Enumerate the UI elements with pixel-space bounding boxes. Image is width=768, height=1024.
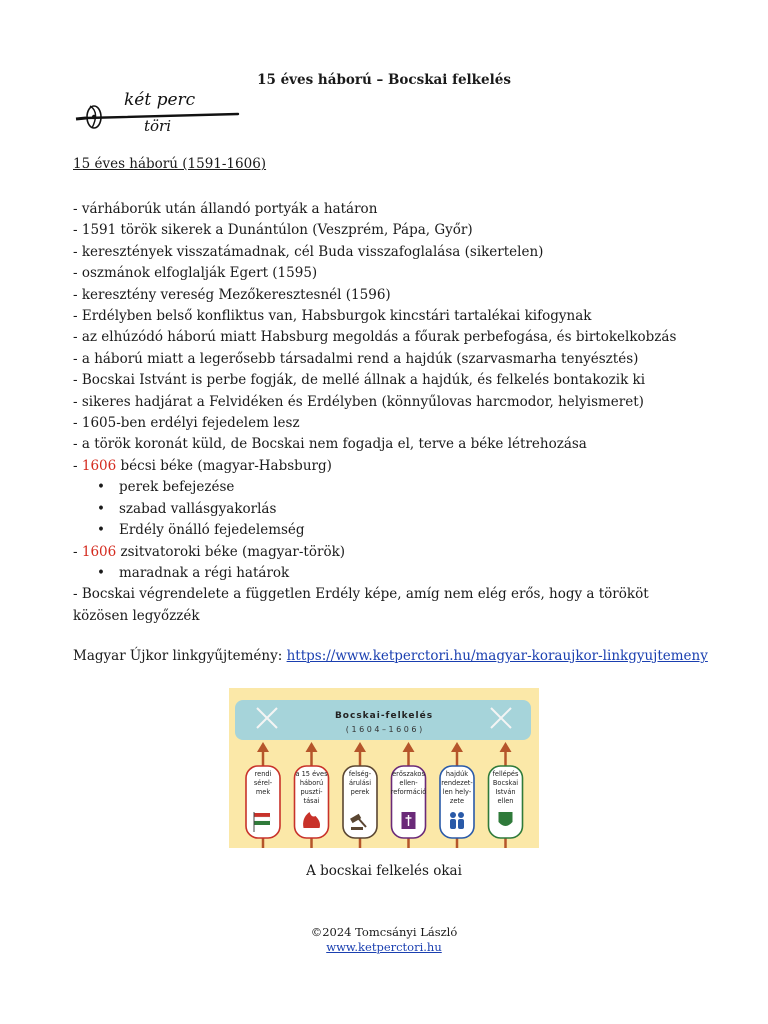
cause-label: István	[495, 788, 516, 796]
list-item: - Erdélyben belső konfliktus van, Habsburgok kincstári tartalékai kifogynak	[73, 308, 592, 325]
year-highlight: 1606	[81, 457, 117, 474]
list-dash: -	[73, 457, 82, 474]
cause-label: sérel-	[253, 779, 273, 787]
cause-label: a 15 éves	[295, 770, 328, 778]
peace-item	[73, 456, 693, 477]
list-item: - a háború miatt a legerősebb társadalmi rend a hajdúk (szarvasmarha tenyésztés)	[73, 350, 639, 367]
list-item: - a török koronát küld, de Bocskai nem fogadja el, terve a béke létrehozása	[73, 436, 587, 453]
bullet-item	[73, 520, 693, 541]
gavel-icon	[351, 827, 363, 830]
peace-item	[73, 542, 693, 563]
people-icon	[458, 812, 464, 818]
people-icon	[450, 812, 456, 818]
causes-diagram	[229, 688, 539, 848]
bullet-item	[73, 477, 693, 498]
cause-label: ellen	[497, 797, 514, 805]
bullet-icon: •	[97, 522, 105, 539]
svg-text:töri: töri	[144, 117, 172, 135]
bullet-icon: •	[97, 479, 105, 496]
list-item: - Bocskai végrendelete a független Erdély képe, amíg nem elég erős, hogy a törököt közösen legyőzzék	[73, 586, 649, 624]
peace-label: zsitvatoroki béke (magyar-török)	[116, 543, 346, 560]
sword-logo-icon	[72, 88, 242, 136]
footer	[0, 925, 768, 955]
document-title: 15 éves háború – Bocskai felkelés	[257, 72, 511, 88]
banner-years: ( 1 6 0 4 – 1 6 0 6 )	[345, 725, 423, 734]
cause-label: hajdúk	[445, 770, 469, 778]
bullet-icon: •	[97, 564, 105, 581]
bullet-text: Erdély önálló fejedelemség	[119, 522, 305, 539]
cause-label: háború	[299, 779, 324, 787]
figure-caption: A bocskai felkelés okai	[306, 863, 462, 879]
list-item: - keresztény vereség Mezőkeresztesnél (1596)	[73, 286, 391, 303]
footer-copyright: ©2024 Tomcsányi László	[310, 925, 458, 939]
shield-icon	[499, 812, 513, 826]
list-item: - sikeres hadjárat a Felvidéken és Erdélyben (könnyűlovas harcmodor, helyismeret)	[73, 393, 644, 410]
flag-icon	[254, 817, 270, 821]
list-item: - várháborúk után állandó portyák a határon	[73, 201, 378, 217]
cause-label: rendezet-	[441, 779, 473, 787]
cause-label: rendi	[254, 770, 272, 778]
cause-label: tásai	[303, 797, 320, 805]
bullet-text: perek befejezése	[119, 479, 235, 496]
cause-label: ellen-	[399, 779, 418, 787]
flag-icon	[254, 813, 270, 817]
cause-label: fellépés	[492, 770, 519, 778]
linkgyujtemeny-link[interactable]: https://www.ketperctori.hu/magyar-koraujkor-linkgyujtemeny	[286, 648, 708, 664]
cause-label: perek	[350, 788, 370, 796]
bullet-item	[73, 499, 693, 520]
cause-label: reformáció	[390, 788, 427, 796]
bullet-item	[73, 563, 693, 584]
list-item: - keresztények visszatámadnak, cél Buda visszafoglalása (sikertelen)	[73, 243, 544, 260]
peace-label: bécsi béke (magyar-Habsburg)	[116, 457, 332, 474]
flag-icon	[254, 821, 270, 825]
list-item: - Bocskai Istvánt is perbe fogják, de mellé állnak a hajdúk, és felkelés bontakozik ki	[73, 372, 646, 389]
bullet-text: szabad vallásgyakorlás	[119, 500, 277, 517]
cause-label: Bocskai	[492, 779, 519, 787]
cause-label: zete	[449, 797, 465, 805]
svg-text:két perc: két perc	[124, 90, 196, 110]
cause-label: pusztí-	[300, 788, 323, 796]
list-item: - az elhúzódó háború miatt Habsburg megoldás a főurak perbefogása, és birtokelkobzás	[73, 329, 677, 346]
section-heading: 15 éves háború (1591-1606)	[73, 156, 267, 172]
people-icon	[450, 819, 456, 829]
bullet-text: maradnak a régi határok	[119, 564, 290, 581]
cause-label: erőszakos	[392, 770, 425, 778]
cause-label: mek	[255, 788, 271, 796]
list-item: - 1591 török sikerek a Dunántúlon (Veszprém, Pápa, Győr)	[73, 222, 473, 239]
list-item: - 1605-ben erdélyi fejedelem lesz	[73, 415, 300, 432]
link-label: Magyar Újkor linkgyűjtemény:	[73, 648, 287, 664]
banner-title: Bocskai-felkelés	[334, 711, 434, 721]
cause-label: len hely-	[442, 788, 472, 796]
link-line	[73, 648, 708, 664]
people-icon	[458, 819, 464, 829]
bocskai-figure	[229, 688, 539, 848]
cause-label: árulási	[348, 779, 372, 787]
cause-label: felség-	[348, 770, 372, 778]
content-lines	[73, 199, 693, 627]
year-highlight: 1606	[81, 543, 117, 560]
bullet-icon: •	[97, 500, 105, 517]
list-item: - oszmánok elfoglalják Egert (1595)	[73, 265, 318, 282]
footer-link[interactable]: www.ketperctori.hu	[326, 940, 442, 954]
ketperctori-logo	[72, 88, 242, 136]
list-dash: -	[73, 543, 82, 560]
